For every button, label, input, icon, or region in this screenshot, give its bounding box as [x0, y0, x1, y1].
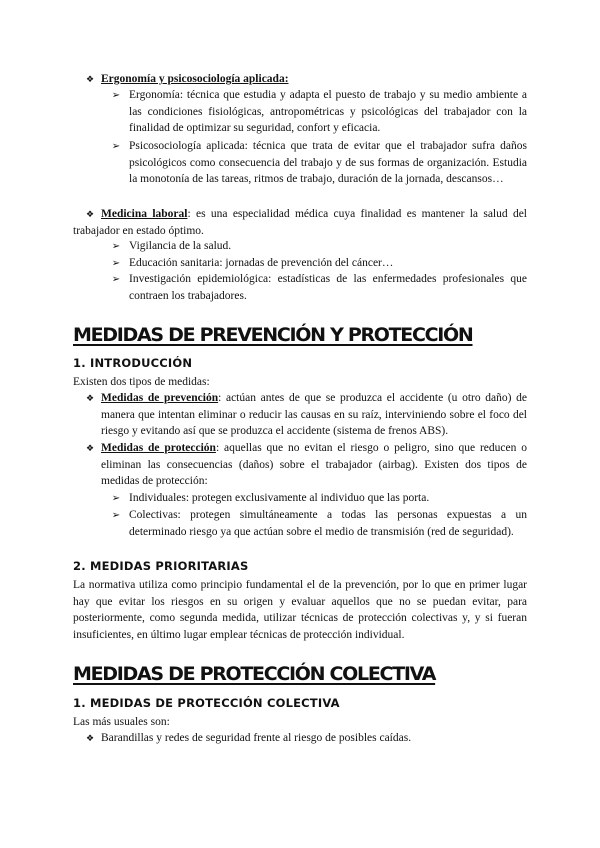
medicina-item: Investigación epidemiológica: estadísticas de las enfermedades profesionales que contraen los trabajadores.	[129, 273, 527, 302]
diamond-bullet-icon: ❖	[85, 394, 95, 404]
proteccion-item: Medidas de protección: aquellas que no evitan el riesgo o peligro, sino que reducen o eliminan las consecuencias (daños) sobre el trabajador (airbag). Existen dos tipos de medidas de protección:	[101, 442, 527, 487]
arrow-bullet-icon: ➢	[111, 241, 121, 252]
proteccion-subitem: Colectivas: protegen simultáneamente a todas las personas expuestas a un determinado riesgo ya que actúan sobre el medio de transmisión (red de seguridad).	[129, 509, 527, 538]
prevencion-item: Medidas de prevención: actúan antes de que se produzca el accidente (u otro daño) de manera que intentan eliminar o reducir las causas en su raíz, interviniendo sobre el foco del riesgo y evitando así que se produzca el accidente (sistema de frenos ABS).	[101, 392, 527, 437]
section-heading: MEDIDAS DE PREVENCIÓN Y PROTECCIÓN	[73, 324, 473, 346]
medicina-item: Educación sanitaria: jornadas de prevención del cáncer…	[129, 257, 394, 269]
medicina-paragraph: Medicina laboral: es una especialidad médica cuya finalidad es mantener la salud del trabajador en estado óptimo.	[73, 208, 528, 237]
arrow-bullet-icon: ➢	[111, 258, 121, 269]
arrow-bullet-icon: ➢	[111, 141, 121, 152]
section-heading: MEDIDAS DE PROTECCIÓN COLECTIVA	[73, 663, 436, 685]
diamond-bullet-icon: ❖	[85, 734, 95, 744]
diamond-bullet-icon: ❖	[85, 444, 95, 454]
prioritarias-paragraph: La normativa utiliza como principio fundamental el de la prevención, por lo que en primer lugar hay que evitar los riesgos en su origen y evaluar aquellos que no se puedan evitar, para posteriormente, como segunda medida, utilizar técnicas de protección colectivas y, y si fueran insuficientes, en último lugar emplear técnicas de protección individual.	[73, 579, 527, 641]
medicina-item: Vigilancia de la salud.	[129, 240, 232, 252]
subsection-heading: 1. INTRODUCCIÓN	[73, 356, 193, 370]
diamond-bullet-icon: ❖	[85, 75, 95, 85]
arrow-bullet-icon: ➢	[111, 493, 121, 504]
arrow-bullet-icon: ➢	[111, 510, 121, 521]
subsection-heading: 1. MEDIDAS DE PROTECCIÓN COLECTIVA	[73, 696, 340, 710]
proteccion-subitem: Individuales: protegen exclusivamente al individuo que las porta.	[129, 492, 430, 504]
arrow-bullet-icon: ➢	[111, 90, 121, 101]
diamond-bullet-icon: ❖	[85, 210, 95, 220]
arrow-bullet-icon: ➢	[111, 274, 121, 285]
ergonomia-item: Ergonomía: técnica que estudia y adapta el puesto de trabajo y su medio ambiente a las condiciones fisiológicas, antropométricas y psicológicas del trabajador con la finalidad de optimizar su seguridad, confort y eficacia.	[129, 89, 527, 134]
intro-text: Las más usuales son:	[73, 716, 170, 728]
colectiva-item: Barandillas y redes de seguridad frente al riesgo de posibles caídas.	[101, 732, 412, 744]
psicosociologia-item: Psicosociología aplicada: técnica que trata de evitar que el trabajador sufra daños psicológicos como consecuencia del trabajo y de sus formas de organización. Estudia la monotonía de las tareas, ritmos de trabajo, duración de la jornada, descansos…	[129, 140, 527, 185]
intro-text: Existen dos tipos de medidas:	[73, 376, 210, 388]
subsection-heading: 2. MEDIDAS PRIORITARIAS	[73, 559, 249, 573]
ergonomia-title: Ergonomía y psicosociología aplicada:	[101, 73, 289, 85]
